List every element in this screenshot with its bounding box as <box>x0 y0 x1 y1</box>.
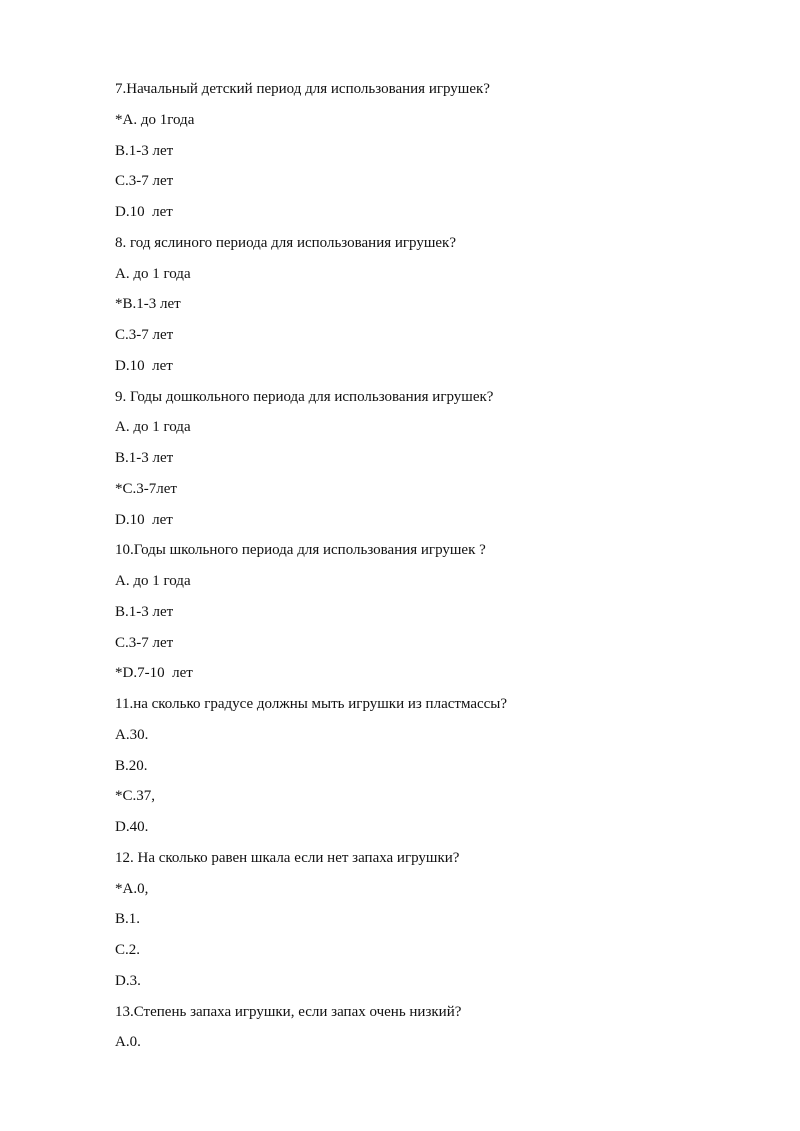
answer-option: *C.37, <box>115 788 156 805</box>
answer-option: A. до 1 года <box>115 573 191 589</box>
question-13: 13.Степень запаха игрушки, если запах очень низкий? <box>115 1003 462 1020</box>
question-7: 7.Начальный детский период для использования игрушек? <box>115 81 490 97</box>
question-10: 10.Годы школьного периода для использования игрушек ? <box>115 542 486 559</box>
answer-option: B.1. <box>115 911 141 928</box>
answer-option: *B.1-3 лет <box>115 296 181 313</box>
answer-option: D.10 лет <box>115 511 173 528</box>
answer-option: A. до 1 года <box>115 419 191 436</box>
answer-option: C.3-7 лет <box>115 327 174 343</box>
question-12: 12. На сколько равен шкала если нет запаха игрушки? <box>115 849 460 866</box>
answer-option: *C.3-7лет <box>115 480 177 497</box>
document-body <box>115 74 755 1058</box>
answer-option: A.30. <box>115 726 149 743</box>
question-11: 11.на сколько градусе должны мыть игрушки из пластмассы? <box>115 696 508 712</box>
answer-option: B.20. <box>115 757 148 774</box>
answer-option: C.3-7 лет <box>115 173 174 190</box>
answer-option: B.1-3 лет <box>115 603 174 620</box>
answer-option: *A.0, <box>115 880 149 897</box>
answer-option: D.3. <box>115 972 141 989</box>
answer-option: A. до 1 года <box>115 265 191 282</box>
answer-option: B.1-3 лет <box>115 450 174 466</box>
answer-option: D.10 лет <box>115 204 173 220</box>
answer-option: *A. до 1года <box>115 111 195 128</box>
question-8: 8. год яслиного периода для использования игрушек? <box>115 234 457 251</box>
answer-option: A.0. <box>115 1034 141 1051</box>
answer-option: B.1-3 лет <box>115 142 174 159</box>
answer-option: *D.7-10 лет <box>115 665 193 682</box>
answer-option: C.3-7 лет <box>115 634 174 651</box>
answer-option: D.40. <box>115 819 149 835</box>
answer-option: D.10 лет <box>115 357 173 374</box>
answer-option: C.2. <box>115 942 141 958</box>
question-9: 9. Годы дошкольного периода для использования игрушек? <box>115 388 494 405</box>
